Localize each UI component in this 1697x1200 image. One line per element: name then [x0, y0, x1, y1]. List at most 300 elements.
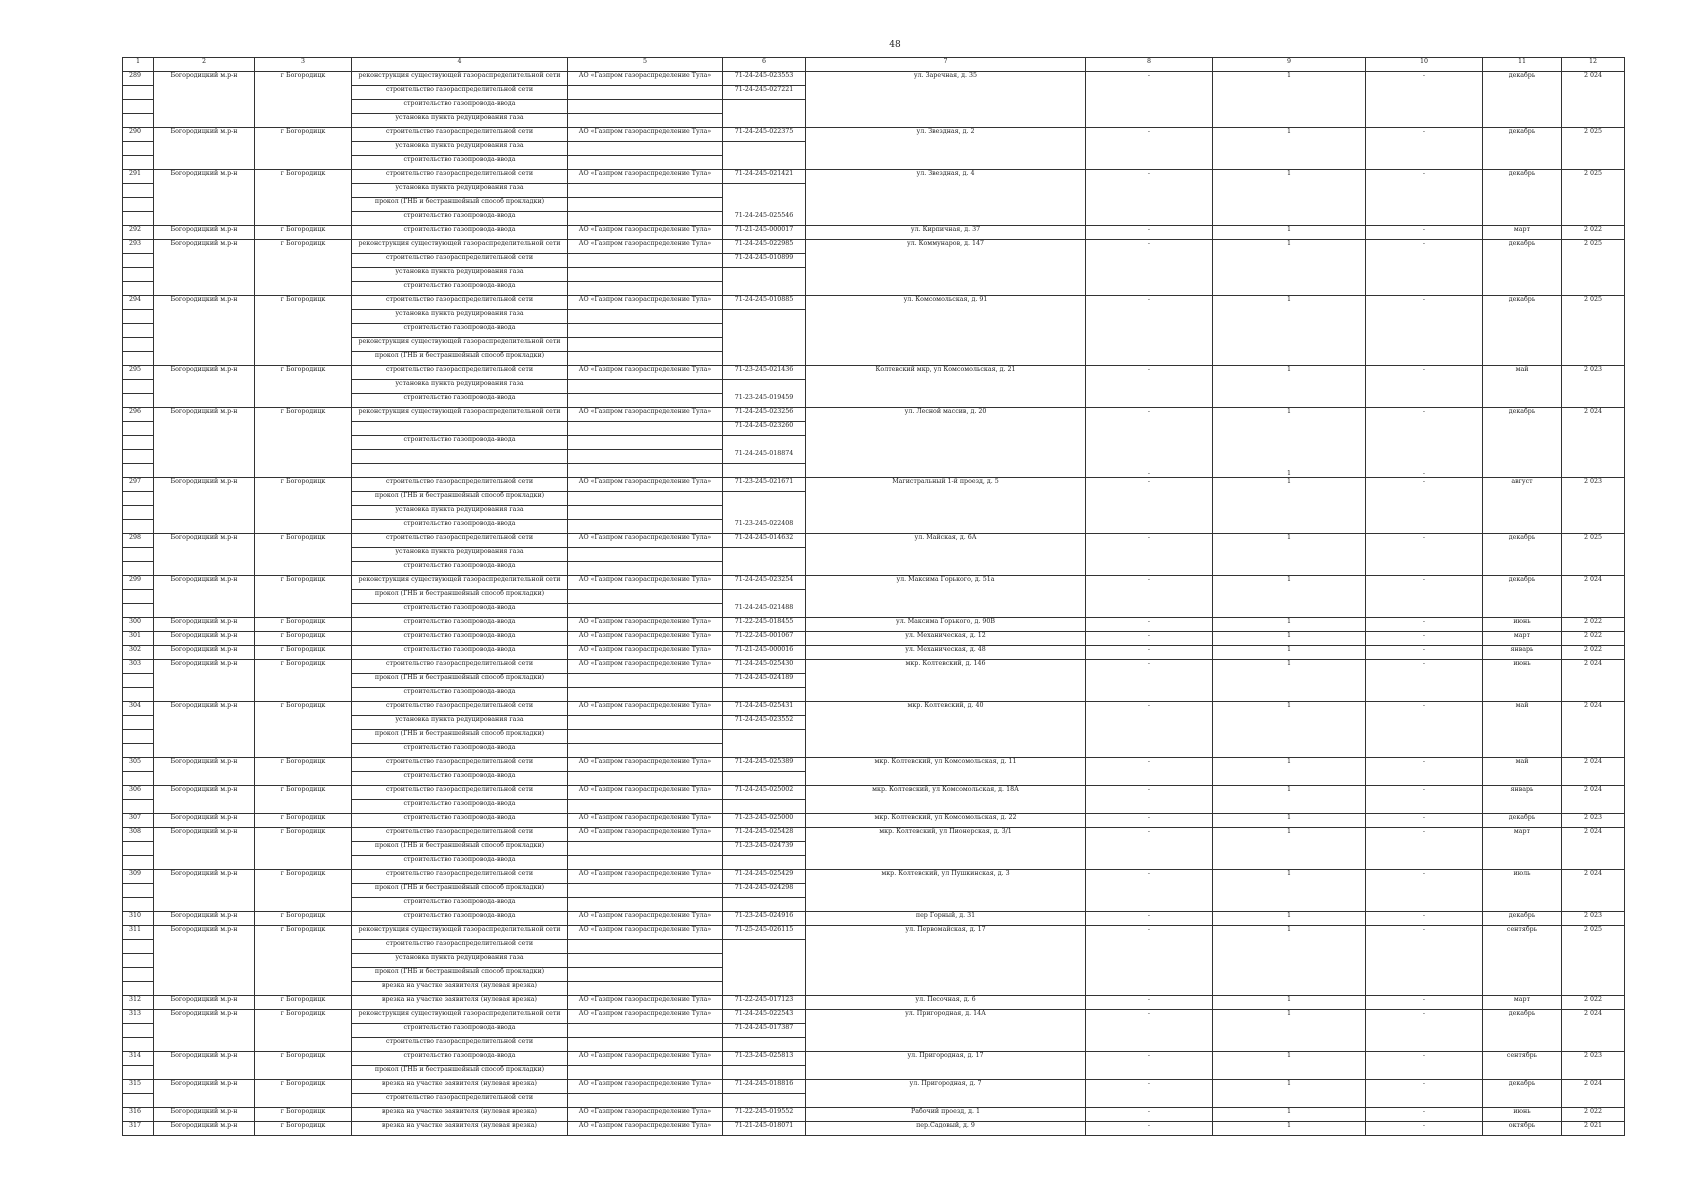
organization-cell: [568, 856, 723, 870]
district-cell: [154, 324, 255, 338]
organization-cell: АО «Газпром газораспределение Тула»: [568, 758, 723, 772]
col9-cell: 1: [1213, 170, 1366, 184]
cadastral-code-cell: 71-23-245-024739: [723, 842, 806, 856]
col10-cell: [1366, 688, 1483, 702]
col9-cell: [1213, 590, 1366, 604]
row-number: 292: [123, 226, 154, 240]
col9-cell: [1213, 1024, 1366, 1038]
year-cell: [1562, 324, 1625, 338]
col9-cell: [1213, 506, 1366, 520]
cadastral-code-cell: 71-23-245-025813: [723, 1052, 806, 1066]
address-cell: [806, 842, 1086, 856]
address-cell: [806, 940, 1086, 954]
col9-cell: 1: [1213, 814, 1366, 828]
organization-cell: [568, 254, 723, 268]
col8-cell: [1086, 674, 1213, 688]
table-row: [123, 1080, 1625, 1094]
cadastral-code-cell: [723, 198, 806, 212]
city-cell: [255, 590, 352, 604]
year-cell: [1562, 716, 1625, 730]
col8-cell: [1086, 590, 1213, 604]
table-row: [123, 618, 1625, 632]
work-type-cell: строительство газораспределительной сети: [352, 86, 568, 100]
organization-cell: [568, 842, 723, 856]
cadastral-code-cell: [723, 688, 806, 702]
district-cell: [154, 1024, 255, 1038]
col9-cell: 1: [1213, 632, 1366, 646]
col8-cell: -: [1086, 576, 1213, 590]
table-row: [123, 226, 1625, 240]
cadastral-code-cell: [723, 898, 806, 912]
col9-cell: [1213, 520, 1366, 534]
col10-cell: [1366, 282, 1483, 296]
row-number: 295: [123, 366, 154, 380]
district-cell: [154, 744, 255, 758]
col9-cell: 1: [1213, 1052, 1366, 1066]
district-cell: [154, 156, 255, 170]
city-cell: [255, 1024, 352, 1038]
address-cell: мкр. Колтевский, д. 146: [806, 660, 1086, 674]
col9-cell: [1213, 492, 1366, 506]
work-type-cell: реконструкция существующей газораспределительной сети: [352, 408, 568, 422]
work-type-cell: установка пункта редуцирования газа: [352, 380, 568, 394]
col8-cell: [1086, 562, 1213, 576]
work-type-cell: строительство газопровода-ввода: [352, 282, 568, 296]
table-row: [123, 646, 1625, 660]
col8-cell: -: [1086, 912, 1213, 926]
table-row: [123, 786, 1625, 800]
district-cell: [154, 772, 255, 786]
year-cell: 2 025: [1562, 534, 1625, 548]
month-cell: [1483, 422, 1562, 436]
col8-cell: [1086, 492, 1213, 506]
cadastral-code-cell: [723, 310, 806, 324]
work-type-cell: строительство газораспределительной сети: [352, 758, 568, 772]
organization-cell: АО «Газпром газораспределение Тула»: [568, 170, 723, 184]
row-number: [123, 842, 154, 856]
col10-cell: -: [1366, 1052, 1483, 1066]
year-cell: [1562, 520, 1625, 534]
work-type-cell: строительство газопровода-ввода: [352, 520, 568, 534]
cadastral-code-cell: [723, 562, 806, 576]
address-cell: ул. Комсомольская, д. 91: [806, 296, 1086, 310]
col8-cell: [1086, 940, 1213, 954]
year-cell: [1562, 114, 1625, 128]
table-row: [123, 1122, 1625, 1136]
table-row: [123, 1038, 1625, 1052]
row-number: 317: [123, 1122, 154, 1136]
table-row: [123, 870, 1625, 884]
col9-cell: 1: [1213, 870, 1366, 884]
col10-cell: [1366, 716, 1483, 730]
col8-cell: [1086, 968, 1213, 982]
row-number: 302: [123, 646, 154, 660]
cadastral-code-cell: 71-24-245-023254: [723, 576, 806, 590]
col8-cell: [1086, 982, 1213, 996]
month-cell: [1483, 324, 1562, 338]
col10-cell: [1366, 730, 1483, 744]
year-cell: 2 023: [1562, 912, 1625, 926]
address-cell: [806, 422, 1086, 436]
year-cell: [1562, 548, 1625, 562]
table-row: [123, 282, 1625, 296]
table-row: [123, 632, 1625, 646]
month-cell: [1483, 604, 1562, 618]
table-row: [123, 506, 1625, 520]
cadastral-code-cell: [723, 800, 806, 814]
city-cell: [255, 688, 352, 702]
city-cell: [255, 1094, 352, 1108]
year-cell: [1562, 198, 1625, 212]
district-cell: [154, 1066, 255, 1080]
month-cell: [1483, 548, 1562, 562]
col10-cell: [1366, 450, 1483, 464]
organization-cell: [568, 744, 723, 758]
month-cell: март: [1483, 226, 1562, 240]
month-cell: декабрь: [1483, 170, 1562, 184]
col9-cell: 1: [1213, 240, 1366, 254]
city-cell: г Богородицк: [255, 632, 352, 646]
row-number: [123, 1066, 154, 1080]
work-type-cell: строительство газораспределительной сети: [352, 870, 568, 884]
year-cell: [1562, 422, 1625, 436]
month-cell: март: [1483, 996, 1562, 1010]
header-col-5: 5: [568, 58, 723, 72]
col10-cell: -: [1366, 758, 1483, 772]
work-type-cell: прокол (ГНБ и бестраншейный способ прокладки): [352, 730, 568, 744]
organization-cell: [568, 982, 723, 996]
row-number: [123, 744, 154, 758]
table-row: [123, 72, 1625, 86]
col9-cell: [1213, 100, 1366, 114]
col8-cell: [1086, 1024, 1213, 1038]
work-type-cell: установка пункта редуцирования газа: [352, 184, 568, 198]
month-cell: [1483, 982, 1562, 996]
work-type-cell: реконструкция существующей газораспределительной сети: [352, 1010, 568, 1024]
cadastral-code-cell: 71-24-245-010885: [723, 296, 806, 310]
address-cell: ул. Звездная, д. 2: [806, 128, 1086, 142]
table-row: [123, 1010, 1625, 1024]
address-cell: [806, 1066, 1086, 1080]
organization-cell: [568, 212, 723, 226]
table-row: [123, 1094, 1625, 1108]
city-cell: [255, 520, 352, 534]
row-number: [123, 254, 154, 268]
organization-cell: [568, 884, 723, 898]
year-cell: 2 022: [1562, 996, 1625, 1010]
col8-cell: [1086, 268, 1213, 282]
work-type-cell: строительство газораспределительной сети: [352, 660, 568, 674]
organization-cell: АО «Газпром газораспределение Тула»: [568, 366, 723, 380]
address-cell: [806, 254, 1086, 268]
work-type-cell: установка пункта редуцирования газа: [352, 548, 568, 562]
col10-cell: [1366, 562, 1483, 576]
address-cell: [806, 562, 1086, 576]
organization-cell: [568, 100, 723, 114]
work-type-cell: строительство газопровода-ввода: [352, 800, 568, 814]
city-cell: [255, 100, 352, 114]
district-cell: [154, 898, 255, 912]
district-cell: Богородицкий м.р-н: [154, 996, 255, 1010]
col8-cell: [1086, 310, 1213, 324]
col8-cell: [1086, 730, 1213, 744]
col8-cell: -: [1086, 1122, 1213, 1136]
cadastral-code-cell: [723, 184, 806, 198]
city-cell: [255, 884, 352, 898]
cadastral-code-cell: 71-24-245-023260: [723, 422, 806, 436]
cadastral-code-cell: [723, 744, 806, 758]
work-type-cell: строительство газораспределительной сети: [352, 170, 568, 184]
work-type-cell: врезка на участке заявителя (нулевая врезка): [352, 982, 568, 996]
row-number: 309: [123, 870, 154, 884]
city-cell: [255, 548, 352, 562]
address-cell: [806, 450, 1086, 464]
organization-cell: [568, 114, 723, 128]
address-cell: [806, 394, 1086, 408]
month-cell: декабрь: [1483, 296, 1562, 310]
table-row: [123, 128, 1625, 142]
cadastral-code-cell: [723, 142, 806, 156]
organization-cell: [568, 464, 723, 478]
row-number: [123, 422, 154, 436]
year-cell: [1562, 100, 1625, 114]
address-cell: [806, 744, 1086, 758]
row-number: [123, 436, 154, 450]
district-cell: [154, 352, 255, 366]
table-row: [123, 772, 1625, 786]
year-cell: [1562, 842, 1625, 856]
organization-cell: [568, 310, 723, 324]
table-row: [123, 856, 1625, 870]
city-cell: [255, 310, 352, 324]
work-type-cell: прокол (ГНБ и бестраншейный способ прокладки): [352, 842, 568, 856]
year-cell: [1562, 436, 1625, 450]
organization-cell: [568, 338, 723, 352]
address-cell: Магистральный 1-й проезд, д. 5: [806, 478, 1086, 492]
organization-cell: АО «Газпром газораспределение Тула»: [568, 1108, 723, 1122]
address-cell: [806, 674, 1086, 688]
month-cell: [1483, 520, 1562, 534]
row-number: [123, 156, 154, 170]
month-cell: декабрь: [1483, 408, 1562, 422]
col10-cell: -: [1366, 576, 1483, 590]
district-cell: Богородицкий м.р-н: [154, 786, 255, 800]
month-cell: [1483, 1066, 1562, 1080]
year-cell: [1562, 142, 1625, 156]
organization-cell: [568, 716, 723, 730]
cadastral-code-cell: 71-22-245-019552: [723, 1108, 806, 1122]
organization-cell: [568, 548, 723, 562]
city-cell: [255, 268, 352, 282]
cadastral-code-cell: 71-21-245-000017: [723, 226, 806, 240]
col10-cell: -: [1366, 72, 1483, 86]
col9-cell: 1: [1213, 786, 1366, 800]
organization-cell: [568, 520, 723, 534]
col9-cell: [1213, 1066, 1366, 1080]
row-number: 296: [123, 408, 154, 422]
month-cell: август: [1483, 478, 1562, 492]
city-cell: г Богородицк: [255, 478, 352, 492]
col10-cell: [1366, 744, 1483, 758]
year-cell: [1562, 1094, 1625, 1108]
organization-cell: АО «Газпром газораспределение Тула»: [568, 996, 723, 1010]
district-cell: [154, 716, 255, 730]
year-cell: 2 024: [1562, 828, 1625, 842]
col8-cell: -: [1086, 408, 1213, 422]
work-type-cell: строительство газопровода-ввода: [352, 1052, 568, 1066]
row-number: [123, 282, 154, 296]
month-cell: [1483, 590, 1562, 604]
month-cell: [1483, 674, 1562, 688]
city-cell: [255, 730, 352, 744]
cadastral-code-cell: 71-24-245-022375: [723, 128, 806, 142]
table-row: [123, 576, 1625, 590]
address-cell: [806, 898, 1086, 912]
cadastral-code-cell: 71-24-245-025431: [723, 702, 806, 716]
col10-cell: [1366, 884, 1483, 898]
row-number: [123, 688, 154, 702]
year-cell: [1562, 380, 1625, 394]
city-cell: г Богородицк: [255, 660, 352, 674]
col9-cell: [1213, 380, 1366, 394]
organization-cell: АО «Газпром газораспределение Тула»: [568, 618, 723, 632]
col9-cell: [1213, 86, 1366, 100]
address-cell: мкр. Колтевский, ул Комсомольская, д. 18А: [806, 786, 1086, 800]
cadastral-code-cell: 71-24-245-025002: [723, 786, 806, 800]
year-cell: [1562, 772, 1625, 786]
organization-cell: АО «Газпром газораспределение Тула»: [568, 870, 723, 884]
year-cell: [1562, 688, 1625, 702]
year-cell: [1562, 464, 1625, 478]
address-cell: ул. Максима Горького, д. 51а: [806, 576, 1086, 590]
year-cell: 2 025: [1562, 240, 1625, 254]
district-cell: [154, 394, 255, 408]
year-cell: [1562, 506, 1625, 520]
table-row: [123, 996, 1625, 1010]
year-cell: [1562, 254, 1625, 268]
month-cell: [1483, 436, 1562, 450]
table-row: [123, 100, 1625, 114]
col8-cell: [1086, 800, 1213, 814]
year-cell: [1562, 1038, 1625, 1052]
work-type-cell: строительство газопровода-ввода: [352, 100, 568, 114]
city-cell: г Богородицк: [255, 366, 352, 380]
col8-cell: [1086, 716, 1213, 730]
work-type-cell: строительство газопровода-ввода: [352, 912, 568, 926]
row-number: [123, 898, 154, 912]
col8-cell: -: [1086, 1080, 1213, 1094]
col10-cell: -: [1366, 870, 1483, 884]
table-row: [123, 884, 1625, 898]
header-col-4: 4: [352, 58, 568, 72]
month-cell: [1483, 856, 1562, 870]
col9-cell: [1213, 548, 1366, 562]
work-type-cell: строительство газопровода-ввода: [352, 898, 568, 912]
table-row: [123, 422, 1625, 436]
organization-cell: АО «Газпром газораспределение Тула»: [568, 1122, 723, 1136]
work-type-cell: строительство газопровода-ввода: [352, 394, 568, 408]
organization-cell: [568, 1024, 723, 1038]
organization-cell: [568, 436, 723, 450]
col9-cell: 1: [1213, 618, 1366, 632]
col10-cell: -: [1366, 618, 1483, 632]
col10-cell: [1366, 590, 1483, 604]
table-row: [123, 954, 1625, 968]
month-cell: [1483, 450, 1562, 464]
organization-cell: АО «Газпром газораспределение Тула»: [568, 576, 723, 590]
month-cell: май: [1483, 758, 1562, 772]
cadastral-code-cell: [723, 506, 806, 520]
row-number: [123, 352, 154, 366]
row-number: 315: [123, 1080, 154, 1094]
table-row: [123, 716, 1625, 730]
year-cell: 2 023: [1562, 1052, 1625, 1066]
address-cell: Рабочий проезд, д. 1: [806, 1108, 1086, 1122]
city-cell: [255, 898, 352, 912]
city-cell: [255, 198, 352, 212]
work-type-cell: врезка на участке заявителя (нулевая врезка): [352, 1108, 568, 1122]
month-cell: июль: [1483, 870, 1562, 884]
address-cell: [806, 856, 1086, 870]
month-cell: [1483, 156, 1562, 170]
cadastral-code-cell: [723, 590, 806, 604]
table-row: [123, 1108, 1625, 1122]
address-cell: [806, 772, 1086, 786]
address-cell: ул. Заречная, д. 35: [806, 72, 1086, 86]
row-number: [123, 212, 154, 226]
row-number: 304: [123, 702, 154, 716]
col9-cell: 1: [1213, 912, 1366, 926]
month-cell: март: [1483, 632, 1562, 646]
organization-cell: АО «Газпром газораспределение Тула»: [568, 828, 723, 842]
address-cell: [806, 1094, 1086, 1108]
col8-cell: [1086, 422, 1213, 436]
work-type-cell: реконструкция существующей газораспределительной сети: [352, 338, 568, 352]
cadastral-code-cell: [723, 730, 806, 744]
address-cell: ул. Пригородная, д. 14А: [806, 1010, 1086, 1024]
work-type-cell: установка пункта редуцирования газа: [352, 310, 568, 324]
col10-cell: [1366, 800, 1483, 814]
work-type-cell: прокол (ГНБ и бестраншейный способ прокладки): [352, 492, 568, 506]
year-cell: [1562, 884, 1625, 898]
address-cell: [806, 268, 1086, 282]
row-number: [123, 492, 154, 506]
work-type-cell: строительство газораспределительной сети: [352, 478, 568, 492]
col9-cell: 1: [1213, 1080, 1366, 1094]
address-cell: [806, 506, 1086, 520]
address-cell: [806, 954, 1086, 968]
col10-cell: [1366, 940, 1483, 954]
table-row: [123, 408, 1625, 422]
month-cell: январь: [1483, 646, 1562, 660]
district-cell: Богородицкий м.р-н: [154, 1080, 255, 1094]
col9-cell: [1213, 800, 1366, 814]
col9-cell: [1213, 338, 1366, 352]
row-number: [123, 394, 154, 408]
col8-cell: [1086, 100, 1213, 114]
table-row: [123, 898, 1625, 912]
city-cell: г Богородицк: [255, 828, 352, 842]
col8-cell: -: [1086, 814, 1213, 828]
table-row: [123, 520, 1625, 534]
city-cell: [255, 394, 352, 408]
col9-cell: [1213, 184, 1366, 198]
organization-cell: АО «Газпром газораспределение Тула»: [568, 240, 723, 254]
month-cell: [1483, 1038, 1562, 1052]
table-row: [123, 702, 1625, 716]
col10-cell: [1366, 954, 1483, 968]
year-cell: [1562, 604, 1625, 618]
